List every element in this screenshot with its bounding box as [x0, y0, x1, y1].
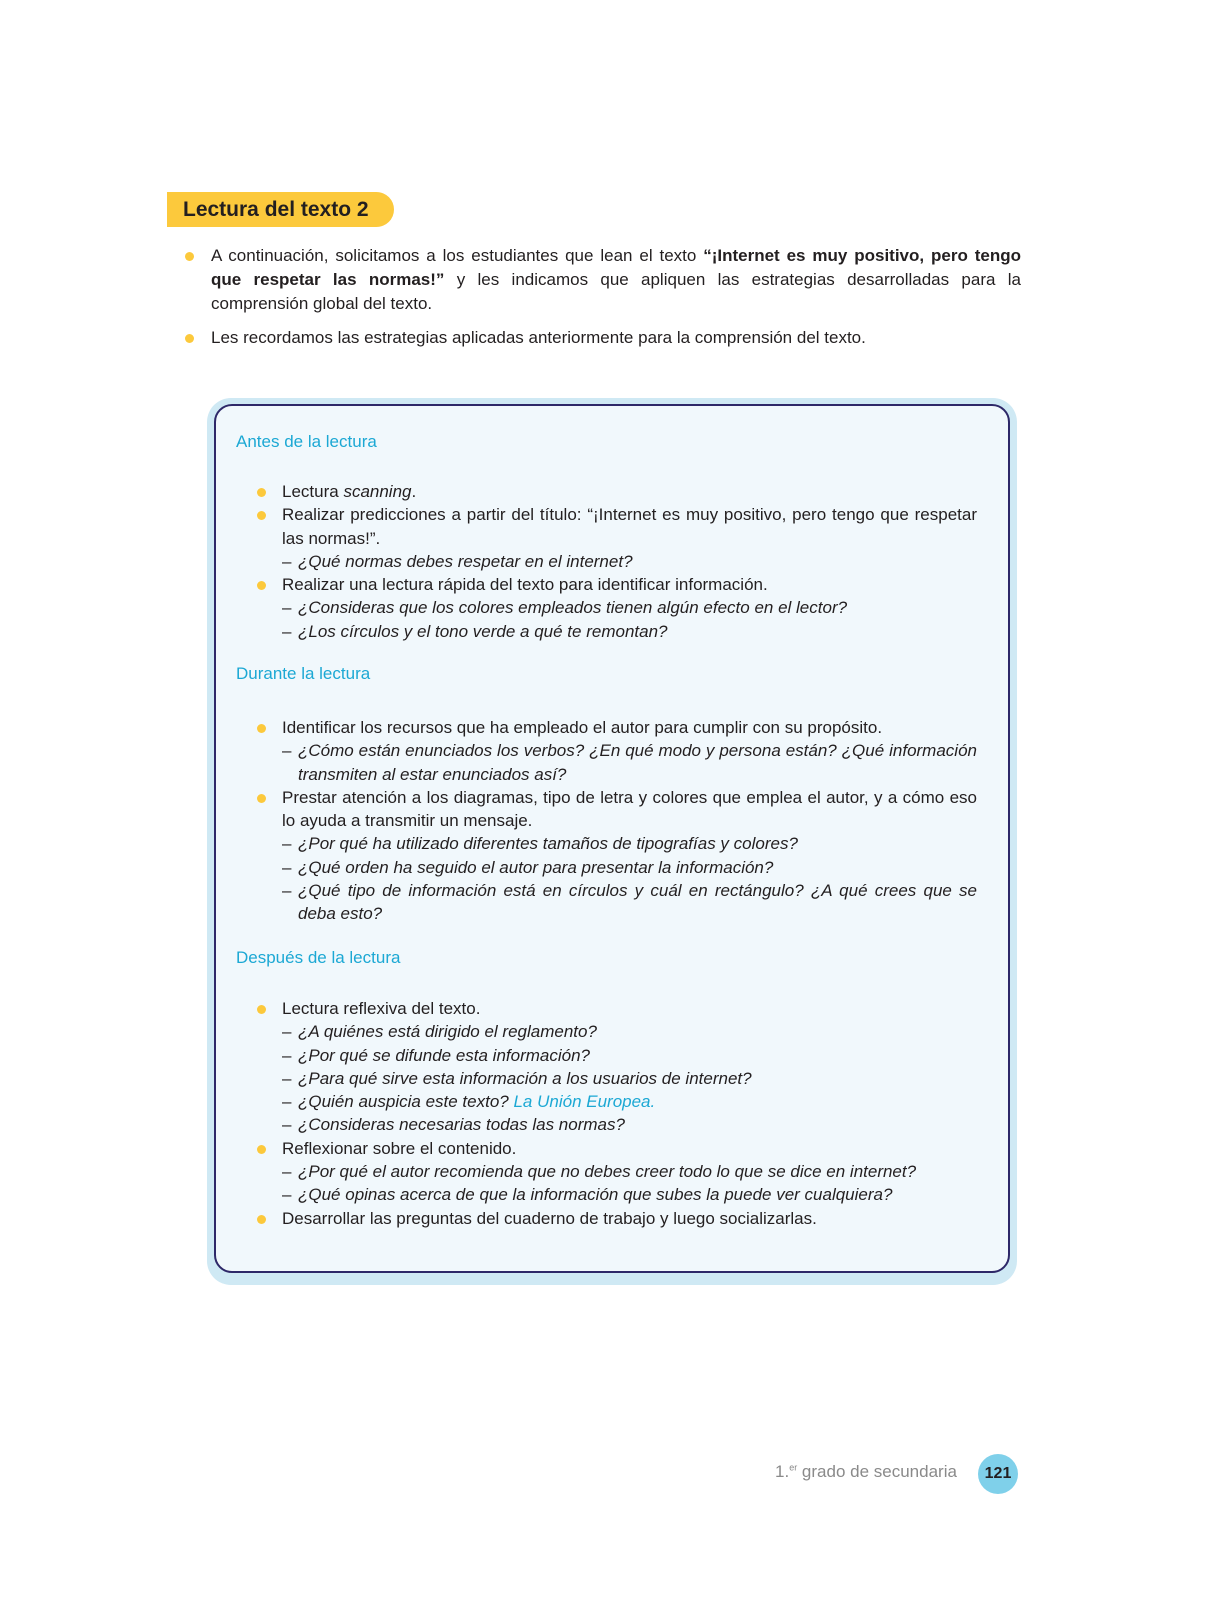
list-item	[255, 716, 977, 739]
question-text: ¿A quiénes está dirigido el reglamento?	[298, 1022, 597, 1042]
question-text: ¿Qué orden ha seguido el autor para presentar la información?	[298, 857, 774, 877]
question-item: – ¿Por qué ha utilizado diferentes tamaños de tipografías y colores?	[282, 834, 798, 854]
question-text: ¿Qué opinas acerca de que la información que subes la puede ver cualquiera?	[298, 1185, 893, 1205]
list-item	[255, 503, 977, 550]
intro-list	[185, 244, 1021, 360]
question-item: – ¿Los círculos y el tono verde a qué te remontan?	[282, 621, 668, 641]
question-text: ¿Consideras necesarias todas las normas?	[298, 1115, 625, 1135]
list-item	[255, 786, 977, 833]
question-item: – ¿Qué opinas acerca de que la información que subes la puede ver cualquiera?	[282, 1185, 893, 1205]
item-text: Realizar una lectura rápida del texto para identificar información.	[282, 575, 768, 595]
intro-item	[185, 326, 1021, 350]
intro-item	[185, 244, 1021, 316]
bullet-icon	[257, 1145, 266, 1154]
list-antes	[255, 480, 977, 643]
list-item	[255, 1137, 977, 1160]
question-item: – ¿Qué normas debes respetar en el internet?	[282, 551, 633, 571]
list-durante	[255, 716, 977, 926]
question-item: – ¿Qué tipo de información está en círculos y cuál en rectángulo? ¿A qué crees que se deba esto?	[282, 881, 977, 924]
question-text: ¿Consideras que los colores empleados tienen algún efecto en el lector?	[298, 598, 848, 618]
grade-label	[775, 1462, 957, 1482]
question-text: ¿Para qué sirve esta información a los usuarios de internet?	[298, 1068, 752, 1088]
item-text: Realizar predicciones a partir del título: “¡Internet es muy positivo, pero tengo que respetar las normas!”.	[282, 505, 977, 548]
item-text-italic: scanning	[343, 482, 412, 501]
intro-text-bold: “¡Internet es muy positivo, pero tengo que respetar las normas!”	[211, 246, 1021, 289]
bullet-icon	[257, 1215, 266, 1224]
bullet-icon	[185, 334, 194, 343]
question-item: – ¿Por qué se difunde esta información?	[282, 1045, 591, 1065]
question-item: – ¿Para qué sirve esta información a los usuarios de internet?	[282, 1068, 752, 1088]
question-text: ¿Por qué el autor recomienda que no debes creer todo lo que se dice en internet?	[298, 1162, 917, 1182]
grade-number: 1.	[775, 1462, 790, 1481]
question-item: – ¿A quiénes está dirigido el reglamento?	[282, 1022, 597, 1042]
bullet-icon	[257, 794, 266, 803]
heading-durante: Durante la lectura	[236, 664, 371, 683]
question-item: – ¿Qué orden ha seguido el autor para presentar la información?	[282, 857, 774, 877]
question-text: ¿Qué normas debes respetar en el internet?	[298, 551, 633, 571]
question-item: – ¿Quién auspicia este texto? La Unión Europea.	[282, 1092, 656, 1112]
grade-text: grado de secundaria	[797, 1462, 957, 1481]
list-despues	[255, 997, 977, 1230]
list-item	[255, 1207, 977, 1230]
heading-antes: Antes de la lectura	[236, 432, 377, 451]
question-item: – ¿Consideras que los colores empleados tienen algún efecto en el lector?	[282, 598, 848, 618]
page-number: 121	[978, 1454, 1018, 1494]
item-text: Desarrollar las preguntas del cuaderno de trabajo y luego socializarlas.	[282, 1208, 817, 1228]
item-text: Identificar los recursos que ha empleado el autor para cumplir con su propósito.	[282, 718, 883, 737]
question-text: ¿Los círculos y el tono verde a qué te remontan?	[298, 621, 668, 641]
bullet-icon	[257, 1005, 266, 1014]
intro-text: A continuación, solicitamos a los estudiantes que lean el texto	[211, 246, 704, 265]
list-item	[255, 480, 977, 503]
question-item: – ¿Consideras necesarias todas las normas?	[282, 1115, 625, 1135]
answer-text: La Unión Europea.	[513, 1092, 656, 1112]
list-item	[255, 573, 977, 596]
question-text: ¿Por qué ha utilizado diferentes tamaños de tipografías y colores?	[298, 834, 798, 854]
bullet-icon	[257, 511, 266, 520]
bullet-icon	[257, 724, 266, 733]
item-text: .	[411, 482, 417, 501]
item-text: Reflexionar sobre el contenido.	[282, 1138, 517, 1158]
intro-text: y les indicamos que apliquen las estrategias desarrolladas para la comprensión global del texto.	[211, 270, 1021, 313]
bullet-icon	[185, 252, 194, 261]
question-text: ¿Qué tipo de información está en círculos y cuál en rectángulo? ¿A qué crees que se deba esto?	[298, 881, 977, 924]
question-item: – ¿Por qué el autor recomienda que no debes creer todo lo que se dice en internet?	[282, 1162, 917, 1182]
item-text: Lectura	[282, 482, 344, 501]
intro-text: Les recordamos las estrategias aplicadas anteriormente para la comprensión del texto.	[211, 328, 866, 347]
heading-despues: Después de la lectura	[236, 948, 401, 967]
bullet-icon	[257, 581, 266, 590]
question-item: – ¿Cómo están enunciados los verbos? ¿En qué modo y persona están? ¿Qué información transmiten al estar enunciados así?	[282, 741, 977, 784]
question-text: ¿Por qué se difunde esta información?	[298, 1045, 591, 1065]
list-item	[255, 997, 977, 1020]
section-title: Lectura del texto 2	[167, 192, 394, 227]
bullet-icon	[257, 488, 266, 497]
grade-sup: er	[789, 1462, 798, 1473]
item-text: Lectura reflexiva del texto.	[282, 999, 481, 1018]
question-text: ¿Cómo están enunciados los verbos? ¿En qué modo y persona están? ¿Qué información transmiten al estar enunciados así?	[298, 741, 977, 784]
question-text: ¿Quién auspicia este texto?	[298, 1092, 509, 1112]
item-text: Prestar atención a los diagramas, tipo de letra y colores que emplea el autor, y a cómo eso lo ayuda a transmitir un mensaje.	[282, 787, 977, 831]
